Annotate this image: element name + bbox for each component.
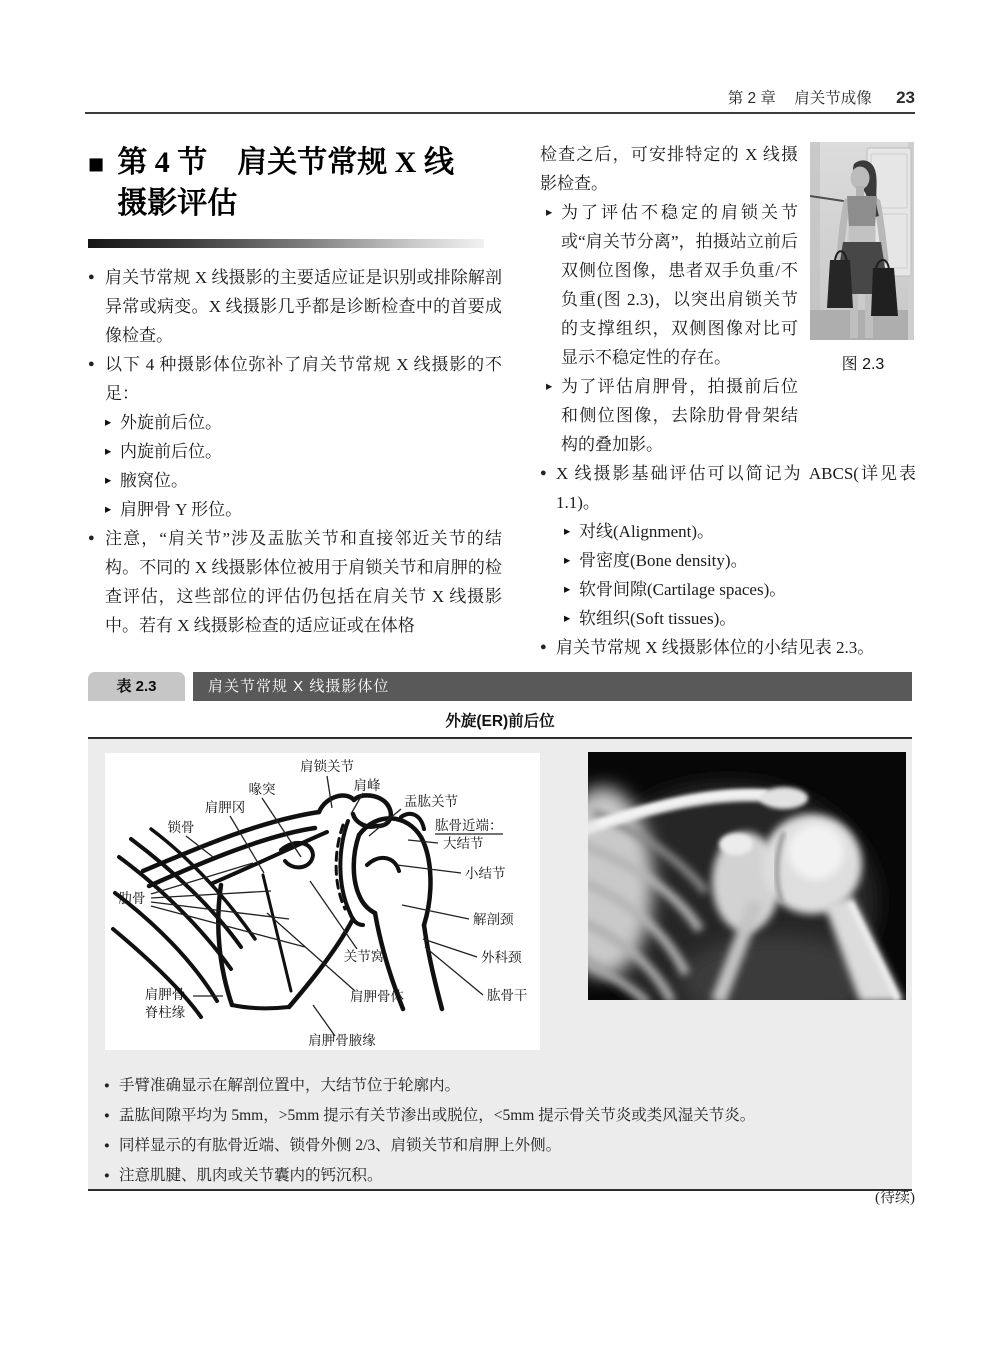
diagram-label: 肩胛骨体	[350, 989, 404, 1004]
bullet-dot-icon: ●	[104, 1171, 110, 1181]
sub-list-item-text: 骨密度(Bone density)。	[579, 551, 748, 570]
section-square-icon: ■	[88, 149, 105, 179]
running-head-section: 肩关节成像	[794, 90, 872, 107]
note-text: 手臂准确显示在解剖位置中，大结节位于轮廓内。	[119, 1077, 461, 1094]
sub-list-item	[105, 408, 502, 437]
note-item	[104, 1131, 896, 1161]
diagram-label: 喙突	[248, 782, 276, 797]
sub-list-item	[105, 437, 502, 466]
sub-list-item	[105, 466, 502, 495]
list-item	[88, 524, 502, 640]
diagram-label: 小结节	[465, 866, 506, 881]
figure-2-3	[810, 142, 916, 379]
table-number-tab: 表 2.3	[88, 672, 185, 701]
to-be-continued: (待续)	[875, 1190, 915, 1206]
note-item	[104, 1101, 896, 1131]
list-item-text: X 线摄影基础评估可以简记为 ABCS(详见表 1.1)。	[556, 464, 916, 512]
list-item-text: 以下 4 种摄影体位弥补了肩关节常规 X 线摄影的不足：	[105, 355, 502, 403]
sub-list-item	[558, 546, 916, 575]
table-title-bar: 肩关节常规 X 线摄影体位	[193, 672, 912, 701]
bullet-dot-icon: ●	[88, 358, 95, 370]
arrow-item-text: 为了评估肩胛骨，拍摄前后位和侧位图像，去除肋骨骨架结构的叠加影。	[561, 377, 798, 454]
diagram-label: 大结节	[443, 836, 484, 851]
diagram-label: 肩锁关节	[300, 759, 354, 774]
right-column	[540, 140, 916, 662]
sub-list-item	[558, 517, 916, 546]
diagram-label: 盂肱关节	[404, 794, 458, 809]
note-text: 盂肱间隙平均为 5mm，>5mm 提示有关节渗出或脱位，<5mm 提示骨关节炎或类风湿关节炎。	[119, 1107, 756, 1124]
list-item	[540, 459, 916, 517]
sub-list-item-text: 肩胛骨 Y 形位。	[120, 500, 243, 519]
figure-caption: 图 2.3	[841, 356, 885, 373]
sub-list-item	[105, 495, 502, 524]
diagram-label: 解剖颈	[473, 912, 514, 927]
section-title	[88, 142, 502, 224]
anatomy-diagram-svg	[105, 753, 540, 1050]
bullet-arrow-icon: ▸	[564, 611, 571, 625]
bullet-arrow-icon: ▸	[105, 444, 112, 458]
arrow-item-text: 为了评估不稳定的肩锁关节或“肩关节分离”，拍摄站立前后双侧位图像，患者双手负重/不负重(图 2.3)，以突出肩锁关节的支撑组织，双侧图像对比可显示不稳定性的存在。	[561, 203, 798, 367]
list-item-text: 肩关节常规 X 线摄影体位的小结见表 2.3。	[556, 638, 875, 657]
table-body	[88, 739, 912, 1191]
bullet-dot-icon: ●	[104, 1081, 110, 1091]
table-2-3	[88, 672, 912, 1191]
sub-list-item-text: 内旋前后位。	[120, 442, 222, 461]
section-title-line1: 第 4 节 肩关节常规 X 线	[117, 146, 454, 179]
continuation-paragraph: 检查之后，可安排特定的 X 线摄影检查。	[540, 145, 798, 193]
diagram-label: 关节窝	[343, 949, 385, 964]
bullet-dot-icon: ●	[88, 271, 95, 283]
diagram-label: 脊柱缘	[144, 1005, 186, 1020]
diagram-label: 外科颈	[481, 950, 522, 965]
diagram-label: 肋骨	[118, 891, 146, 906]
sub-list-item	[558, 604, 916, 633]
diagram-label: 肩峰	[353, 778, 381, 793]
bullet-dot-icon: ●	[104, 1111, 110, 1121]
sub-list-item-text: 软骨间隙(Cartilage spaces)。	[579, 580, 787, 599]
list-item-text: 注意，“肩关节”涉及盂肱关节和直接邻近关节的结构。不同的 X 线摄影体位被用于肩锁关节和肩胛的检查评估，这些部位的评估仍包括在肩关节 X 线摄影中。若有 X 线摄影检查的适应证或在体格	[105, 529, 502, 635]
bullet-arrow-icon: ▸	[564, 524, 571, 538]
list-item	[88, 350, 502, 408]
diagram-label: 肩胛骨腋缘	[308, 1033, 376, 1048]
bullet-dot-icon: ●	[104, 1141, 110, 1151]
bullet-arrow-icon: ▸	[564, 582, 571, 596]
diagram-label: 肱骨干	[487, 988, 528, 1003]
section-title-text	[117, 142, 454, 224]
xray-image-svg	[588, 752, 906, 1000]
sub-list-item-text: 外旋前后位。	[120, 413, 222, 432]
table-subtitle: 外旋(ER)前后位	[88, 701, 912, 739]
bullet-dot-icon: ●	[88, 532, 95, 544]
arrow-list-item	[540, 372, 798, 459]
arrow-list-item	[540, 198, 798, 372]
sub-list-item	[558, 575, 916, 604]
bullet-dot-icon: ●	[540, 641, 547, 653]
patient-photo	[810, 142, 914, 340]
note-text: 同样显示的有肱骨近端、锁骨外侧 2/3、肩锁关节和肩胛上外侧。	[119, 1137, 562, 1154]
anatomy-diagram	[105, 753, 540, 1050]
sub-list-item-text: 腋窝位。	[120, 471, 188, 490]
table-notes	[104, 1071, 896, 1191]
left-column-text	[88, 263, 502, 640]
bullet-dot-icon: ●	[540, 467, 547, 479]
bullet-arrow-icon: ▸	[105, 473, 112, 487]
diagram-label: 肩胛骨	[144, 987, 186, 1002]
sub-list	[540, 517, 916, 633]
bullet-arrow-icon: ▸	[105, 502, 112, 516]
list-item-text: 肩关节常规 X 线摄影的主要适应证是识别或排除解剖异常或病变。X 线摄影几乎都是诊断检查中的首要成像检查。	[105, 268, 502, 345]
diagram-label: 肱骨近端：	[435, 818, 503, 833]
xray-image	[588, 752, 906, 1000]
bullet-arrow-icon: ▸	[105, 415, 112, 429]
note-text: 注意肌腱、肌肉或关节囊内的钙沉积。	[119, 1167, 383, 1184]
sub-list-item-text: 软组织(Soft tissues)。	[579, 609, 737, 628]
sub-list-item-text: 对线(Alignment)。	[579, 522, 715, 541]
note-item	[104, 1071, 896, 1101]
section-title-line2: 摄影评估	[117, 187, 238, 220]
bullet-arrow-icon: ▸	[546, 379, 553, 393]
running-head-chapter: 第 2 章	[727, 90, 776, 107]
bullet-arrow-icon: ▸	[546, 205, 553, 219]
table-header	[88, 672, 912, 701]
list-item	[540, 633, 916, 662]
sub-list	[88, 408, 502, 524]
diagram-label: 锁骨	[167, 820, 195, 835]
header-rule	[85, 112, 915, 114]
list-item	[88, 263, 502, 350]
page-number: 23	[896, 88, 915, 107]
left-column	[88, 142, 502, 640]
diagram-label: 肩胛冈	[204, 800, 246, 815]
title-gradient-rule	[88, 239, 484, 248]
running-head	[85, 86, 915, 108]
bullet-arrow-icon: ▸	[564, 553, 571, 567]
